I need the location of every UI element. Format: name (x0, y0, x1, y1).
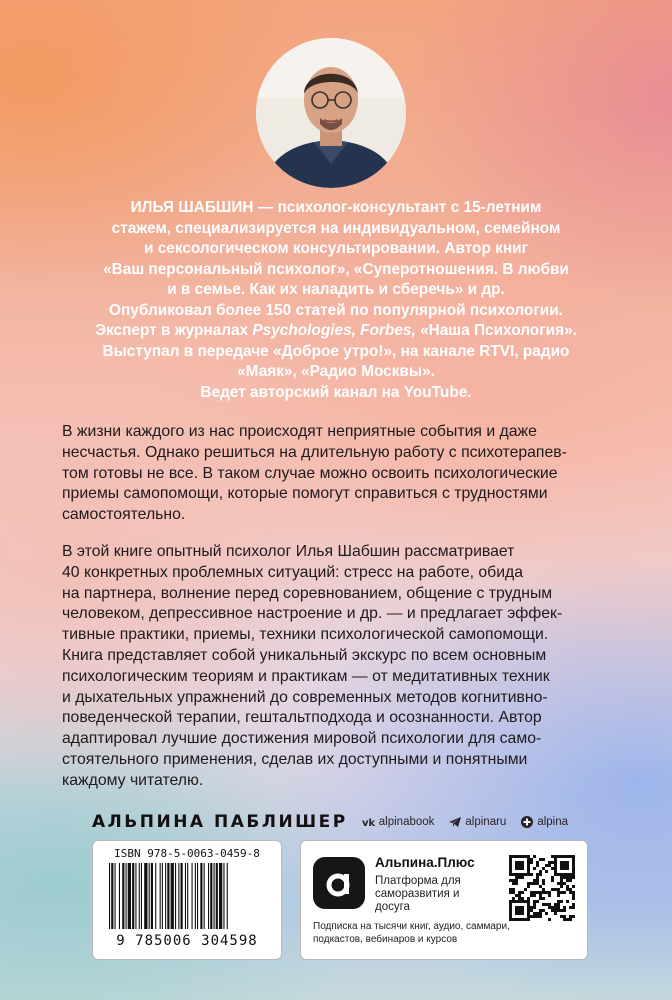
bio-text: «Наша Психология». (420, 322, 577, 339)
bio-text: Эксперт в журналах (95, 322, 249, 339)
alpina-plus-block (300, 840, 588, 960)
description-line: психологическим теориям и практикам — от медитативных техник (62, 667, 550, 685)
isbn-text: ISBN 978-5-0063-0459-8 (114, 847, 260, 860)
description-line: на партнера, волнение перед соревнованием, общение с трудным (62, 584, 553, 602)
alpina-plus-subtitle: Платформа для саморазвития и досуга (375, 875, 461, 913)
description-line: каждому читателю. (62, 771, 204, 789)
social-vk[interactable] (362, 815, 435, 829)
alpina-a-icon (313, 857, 365, 909)
svg-text:vk: vk (361, 818, 375, 829)
description-paragraph-1 (62, 422, 622, 526)
publisher-row (92, 810, 592, 834)
bio-line: стажем, специализируется на индивидуальном, семейном (111, 219, 561, 237)
description-line: 40 конкретных проблемных ситуаций: стресс на работе, обида (62, 563, 524, 581)
barcode (105, 863, 269, 933)
book-description (62, 422, 622, 792)
isbn-block (92, 840, 282, 960)
description-line: и дыхательных упражнений до современных методов когнитивно- (62, 688, 548, 706)
description-line: В жизни каждого из нас происходят неприятные события и даже (62, 423, 537, 440)
bio-line: Ведет авторский канал на YouTube. (200, 383, 472, 401)
description-line: Книга представляет собой уникальный экскурс по всем основным (62, 646, 547, 664)
bio-line: Опубликовал более 150 статей по популярной психологии. (109, 301, 563, 319)
description-line: человеком, депрессивное настроение и др. — и предлагает эффек- (62, 605, 563, 623)
bio-magazines: Psychologies, Forbes, (252, 322, 416, 339)
alpina-plus-footer: Подписка на тысячи книг, аудио, саммари, подкастов, вебинаров и курсов (313, 921, 510, 945)
description-line: поведенческой терапии, гештальтподхода и осознанности. Автор (62, 709, 542, 727)
telegram-icon (448, 815, 462, 829)
description-line: тивные практики, приемы, техники психологической самопомощи. (62, 626, 549, 644)
publisher-logo: АЛЬПИНА ПАБЛИШЕР (92, 812, 348, 832)
author-photo (256, 38, 406, 188)
description-line: том готовы не все. В таком случае можно освоить психологические (62, 464, 558, 482)
bio-line: «Маяк», «Радио Москвы». (237, 363, 435, 380)
bio-line: ИЛЬЯ ШАБШИН — психолог-консультант с 15-летним (130, 199, 542, 216)
social-alpina[interactable] (520, 815, 568, 829)
plus-circle-icon (520, 815, 534, 829)
description-line: приемы самопомощи, которые помогут справиться с трудностями (62, 485, 548, 503)
description-line: адаптировал лучшие достижения мировой психологии для само- (62, 730, 542, 748)
social-telegram-label: alpinaru (465, 816, 507, 828)
description-line: несчастья. Однако решиться на длительную работу с психотерапев- (62, 443, 567, 461)
qr-code (509, 855, 575, 921)
social-telegram[interactable] (448, 815, 506, 829)
bio-line: «Ваш персональный психолог», «Суперотношения. В любви (103, 260, 569, 278)
description-line: самостоятельно. (62, 506, 186, 524)
vk-icon (362, 815, 376, 829)
social-alpina-label: alpina (537, 816, 569, 828)
barcode-number: 9 785006 304598 (116, 933, 258, 949)
bio-line: и сексологическом консультировании. Автор книг (143, 240, 529, 257)
bio-line: и в семье. Как их наладить и сберечь» и др. (167, 281, 505, 298)
bio-line (60, 321, 612, 342)
description-line: В этой книге опытный психолог Илья Шабшин рассматривает (62, 542, 515, 560)
bio-line: Выступал в передаче «Доброе утро!», на канале RTVI, радио (102, 342, 570, 360)
description-line: стоятельного применения, сделав их доступными и понятными (62, 750, 528, 768)
alpina-plus-title: Альпина.Плюс (375, 855, 475, 870)
description-paragraph-2 (62, 542, 622, 792)
author-bio (60, 198, 612, 403)
social-vk-label: alpinabook (378, 816, 435, 828)
